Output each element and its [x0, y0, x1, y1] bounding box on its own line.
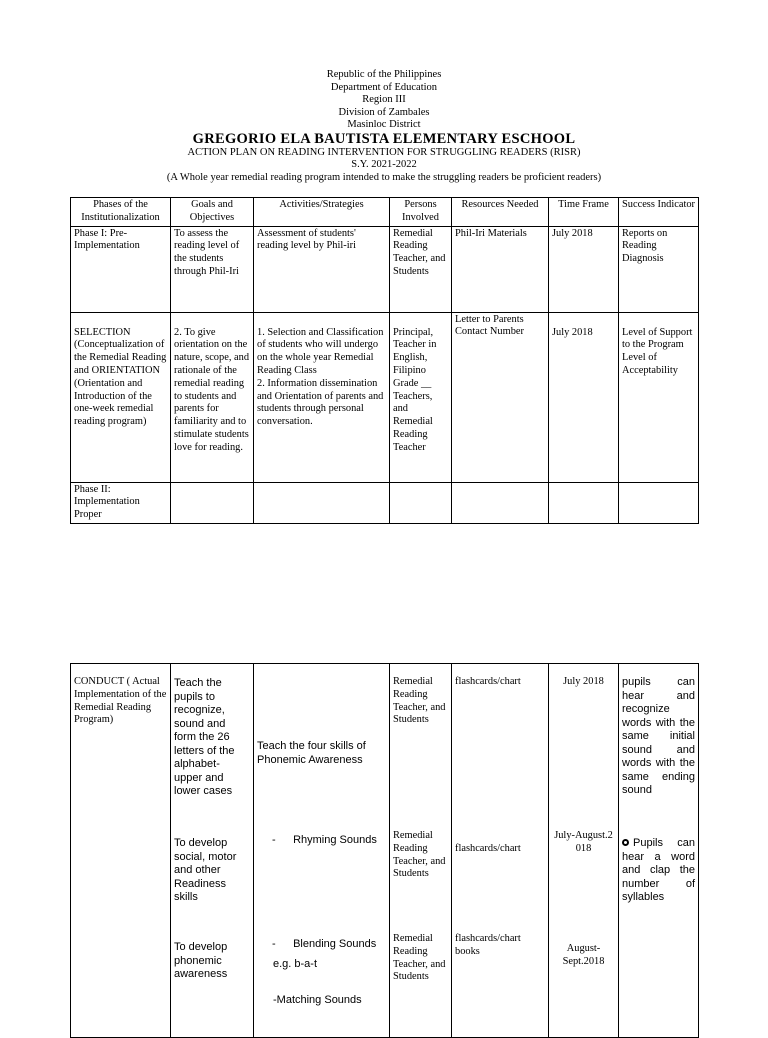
cell-activity: Assessment of students' reading level by Phil-iri	[254, 226, 390, 312]
indicator-item: Pupils can hear a word and clap the number of syllables	[622, 837, 695, 903]
cell-phase: SELECTION (Conceptualization of the Remedial Reading and ORIENTATION (Orientation and Introduction of the one-week remedial reading program)	[71, 312, 171, 482]
cell-indicator	[619, 482, 699, 523]
cell-goal	[171, 664, 254, 1038]
circle-bullet-icon	[622, 839, 629, 846]
action-plan-table-continued	[70, 663, 699, 1038]
table-header-row	[71, 198, 699, 227]
cell-resources: Letter to Parents Contact Number	[452, 312, 549, 482]
activity-item: 2. Information dissemination and Orientation of parents and students through personal conversation.	[257, 377, 384, 428]
cell-resources	[452, 664, 549, 1038]
cell-persons	[390, 664, 452, 1038]
col-header-time: Time Frame	[549, 198, 619, 227]
cell-goal	[171, 482, 254, 523]
col-header-phases: Phases of the Institutionalization	[71, 198, 171, 227]
plan-description: (A Whole year remedial reading program intended to make the struggling readers be proficient readers)	[166, 171, 602, 183]
cell-goal: To assess the reading level of the students through Phil-Iri	[171, 226, 254, 312]
persons-item: Remedial Reading Teacher, and Students	[393, 676, 446, 726]
cell-time	[549, 664, 619, 1038]
cell-persons: Remedial Reading Teacher, and Students	[390, 226, 452, 312]
cell-phase: CONDUCT ( Actual Implementation of the Remedial Reading Program)	[71, 664, 171, 1038]
dash-bullet: -	[272, 938, 276, 950]
indicator-item: pupils can hear and recognize words with the same initial sound and words with the same ending sound	[622, 676, 695, 796]
activity-item: Teach the four skills of Phonemic Awareness	[257, 740, 366, 766]
cell-activity	[254, 312, 390, 482]
cell-resources	[452, 482, 549, 523]
school-name: GREGORIO ELA BAUTISTA ELEMENTARY ESCHOOL	[192, 130, 576, 147]
cell-resources: Phil-Iri Materials	[452, 226, 549, 312]
table-row	[71, 482, 699, 523]
cell-time: July 2018	[549, 226, 619, 312]
cell-activity	[254, 664, 390, 1038]
cell-phase: Phase I: Pre-Implementation	[71, 226, 171, 312]
col-header-resources: Resources Needed	[452, 198, 549, 227]
header-republic: Republic of the Philippines	[326, 69, 442, 80]
cell-activity	[254, 482, 390, 523]
school-year: S.Y. 2021-2022	[351, 159, 417, 170]
time-item: July 2018	[563, 676, 604, 687]
goal-item: Teach the pupils to recognize, sound and form the 26 letters of the alphabet- upper and lower cases	[174, 677, 235, 797]
cell-time	[549, 482, 619, 523]
dash-bullet: -	[272, 834, 276, 846]
table-row	[71, 312, 699, 482]
header-department: Department of Education	[330, 81, 438, 93]
goal-item: To develop phonemic awareness	[174, 941, 228, 980]
resources-item: flashcards/chart	[455, 843, 521, 854]
cell-phase: Phase II: Implementation Proper	[71, 482, 171, 523]
persons-item: Remedial Reading Teacher, and Students	[393, 830, 446, 880]
time-item: July-August.2018	[554, 830, 613, 854]
cell-indicator: Level of Support to the Program Level of Acceptability	[619, 312, 699, 482]
activity-item: - Blending Sounds	[257, 938, 386, 952]
table-row	[71, 226, 699, 312]
table-row	[71, 664, 699, 1038]
cell-time: July 2018	[549, 312, 619, 482]
goal-item: To develop social, motor and other Readiness skills	[174, 837, 237, 903]
resources-item: flashcards/chart	[455, 676, 521, 687]
col-header-activities: Activities/Strategies	[254, 198, 390, 227]
document-header	[0, 69, 768, 184]
cell-goal: 2. To give orientation on the nature, scope, and rationale of the remedial reading to students and parents for familiarity and to stimulate students love for reading.	[171, 312, 254, 482]
activity-item: 1. Selection and Classification of students who will undergo on the whole year Remedial Reading Class	[257, 326, 384, 376]
cell-persons: Principal, Teacher in English, Filipino Grade __ Teachers, and Remedial Reading Teacher	[390, 312, 452, 482]
col-header-persons: Persons Involved	[390, 198, 452, 227]
cell-indicator	[619, 664, 699, 1038]
activity-item: -Matching Sounds	[273, 993, 362, 1006]
cell-indicator: Reports on Reading Diagnosis	[619, 226, 699, 312]
action-plan-table	[70, 197, 699, 524]
plan-title: ACTION PLAN ON READING INTERVENTION FOR STRUGGLING READERS (RISR)	[187, 146, 581, 158]
col-header-indicator: Success Indicator	[619, 198, 699, 227]
header-division: Division of Zambales	[338, 106, 430, 118]
time-item: August-Sept.2018	[562, 943, 605, 967]
header-region: Region III	[362, 94, 406, 105]
cell-persons	[390, 482, 452, 523]
activity-item: - Rhyming Sounds	[257, 834, 386, 938]
col-header-goals: Goals and Objectives	[171, 198, 254, 227]
header-district: Masinloc District	[347, 119, 421, 130]
resources-item: flashcards/chart books	[455, 933, 521, 957]
activity-example: e.g. b-a-t	[273, 957, 318, 970]
persons-item: Remedial Reading Teacher, and Students	[393, 933, 446, 983]
